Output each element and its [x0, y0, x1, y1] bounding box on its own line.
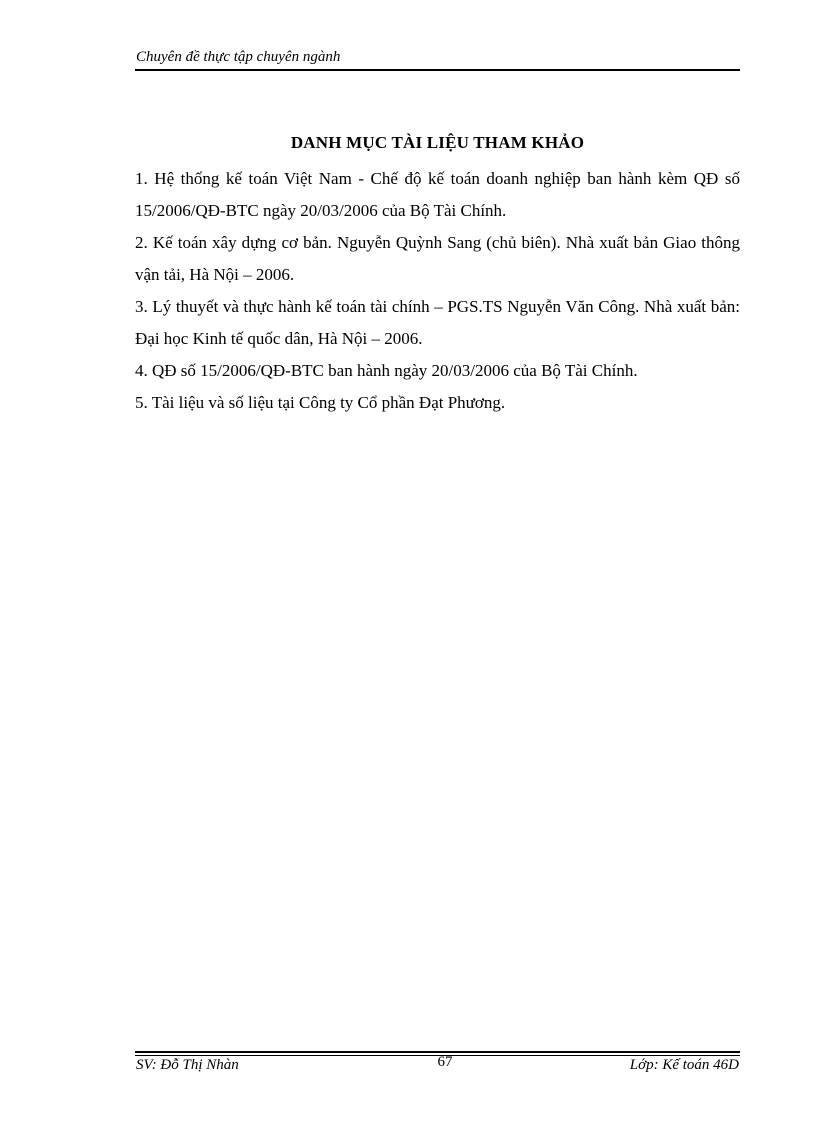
footer-student: SV: Đỗ Thị Nhàn — [136, 1057, 239, 1073]
header-divider — [135, 69, 740, 71]
page-title: DANH MỤC TÀI LIỆU THAM KHẢO — [290, 133, 585, 152]
footer-divider — [135, 1051, 740, 1053]
reference-item: 2. Kế toán xây dựng cơ bản. Nguyễn Quỳnh Sang (chủ biên). Nhà xuất bản Giao thông vận tải, Hà Nội – 2006. — [135, 233, 740, 284]
reference-item: 5. Tài liệu và số liệu tại Công ty Cổ phần Đạt Phương. — [135, 393, 506, 412]
page-number: 67 — [437, 1054, 453, 1070]
running-header: Chuyên đề thực tập chuyên ngành — [136, 49, 341, 65]
footer-class: Lớp: Kế toán 46D — [629, 1057, 739, 1073]
reference-list — [135, 163, 740, 419]
reference-item: 1. Hệ thống kế toán Việt Nam - Chế độ kế toán doanh nghiệp ban hành kèm QĐ số 15/2006/QĐ-BTC ngày 20/03/2006 của Bộ Tài Chính. — [135, 169, 740, 220]
reference-item: 3. Lý thuyết và thực hành kế toán tài chính – PGS.TS Nguyễn Văn Công. Nhà xuất bản: Đại học Kinh tế quốc dân, Hà Nội – 2006. — [135, 297, 740, 348]
reference-item: 4. QĐ số 15/2006/QĐ-BTC ban hành ngày 20/03/2006 của Bộ Tài Chính. — [135, 361, 638, 380]
